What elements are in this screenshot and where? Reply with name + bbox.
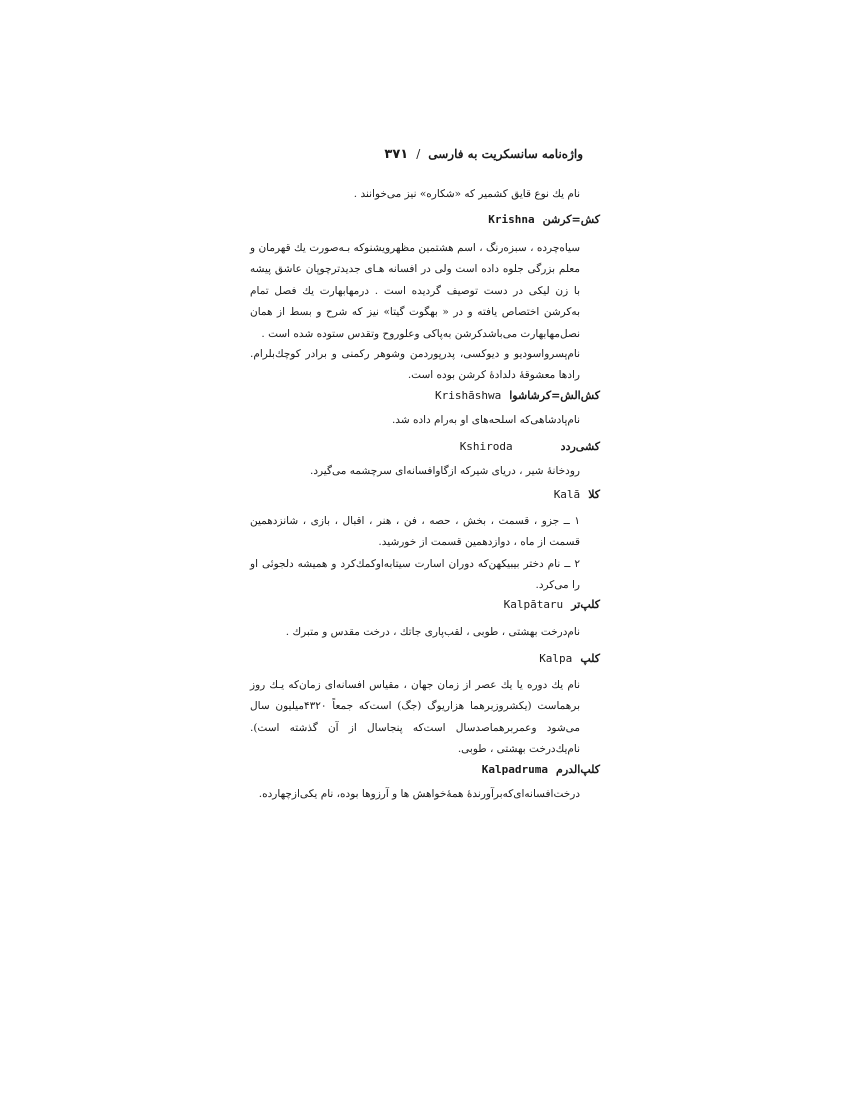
entry-latin: Kalā: [553, 488, 581, 501]
header-separator: /: [416, 147, 421, 161]
entry-definition: نام یك دوره یا یك عصر از زمان جهان ، مقیاس افسانه‌ای زمان‌که یـك روز برهماست (یکشروزبرهما هزاریوگ (جگ) است‌که جمعاً ۴٣۲۰میلیون سال می‌شود وعمربرهماصدسال است‌که پنجاسال از آن گذشته است). نام‌یك‌درخت بهشتی ، طوبی.: [250, 679, 580, 756]
entry-definition: ۲ ــ نام دختر بیبیکهن‌که دوران اسارت سیتابه‌اوکمك‌کرد و همیشه دلجوئی او را می‌کرد.: [250, 558, 580, 592]
entry-heading: [460, 440, 600, 453]
entry-heading: [435, 389, 600, 402]
entry-latin: Krishāshwa: [435, 389, 502, 402]
intro-line: نام یك نوع قایق کشمیر که «شکاره» نیز می‌خوانند .: [353, 188, 580, 200]
entry-heading: [482, 763, 600, 776]
entry-definition: درخت‌افسانه‌ای‌که‌برآورندهٔ همهٔ‌خواهش ها و آرزوها بوده، نام یکی‌ازچهارده.: [258, 788, 580, 800]
entry-latin: Krishna: [488, 213, 535, 226]
entry-headword: کش=کرشن: [542, 213, 600, 226]
entry-headword: کشی‌ردد: [560, 440, 600, 453]
page-number: ٣٧١: [384, 147, 409, 162]
entry-headword: کلپ: [580, 652, 600, 665]
entry-latin: Kalpa: [539, 652, 573, 665]
entry-latin: Kalpātaru: [503, 598, 564, 611]
entry-definition: نام‌پادشاهی‌که اسلحه‌های او به‌رام داده شد.: [391, 414, 580, 426]
entry-headword: کلپ‌تر: [571, 598, 600, 611]
book-title: واژه‌نامه سانسکریت به فارسی: [428, 147, 583, 161]
entry-definition: رودخانهٔ شیر ، دریای شیرکه ازگاوافسانه‌ای سرچشمه می‌گیرد.: [310, 465, 580, 477]
entry-heading: [504, 598, 600, 611]
entry-heading: [488, 213, 600, 226]
entry-headword: کش‌الش=کرشاشوا: [509, 389, 600, 402]
entry-definition: سیاه‌چرده ، سبزه‌رنگ ، اسم هشتمین مظهرویشنوکه بـه‌صورت یك قهرمان و معلم بزرگی جلوه داده است ولی در افسانه هـای جدیدترچوپان عاشق پیشه با زن لیکی در دست توصیف گردیده است . درمهابهارت یك فصل تمام به‌کرشن اختصاص یافته و در « بهگوت گیتا» نیز که شرح و بسط از همان نصل‌مهابهارت می‌باشدکرشن به‌پاکی وعلوروح وتقدس ستوده شده است .: [250, 242, 580, 340]
entry-definition: نام‌پسرواسودیو و دیوکسی، پدرپوردمن وشوهر رکمنی و برادر کوچك‌بلرام. رادها معشوقهٔ دلدادهٔ کرشن بوده است.: [250, 348, 580, 382]
entry-headword: کلپ‌الدرم: [556, 763, 600, 776]
entry-heading: [539, 652, 600, 665]
entry-definition: نام‌درخت بهشتی ، طوبی ، لقب‌پاری جاتك ، درخت مقدس و متبرك .: [285, 626, 580, 638]
entry-heading: [554, 488, 600, 501]
entry-definition: ۱ ــ جزو ، قسمت ، بخش ، حصه ، فن ، هنر ، اقبال ، بازی ، شانزدهمین قسمت از ماه ، دوازدهمین قسمت از خورشید.: [250, 515, 580, 549]
entry-latin: Kalpadruma: [481, 763, 549, 776]
entry-headword: کلا: [588, 488, 600, 501]
entry-latin: Kshiroda: [459, 440, 513, 453]
running-header: [230, 147, 583, 162]
